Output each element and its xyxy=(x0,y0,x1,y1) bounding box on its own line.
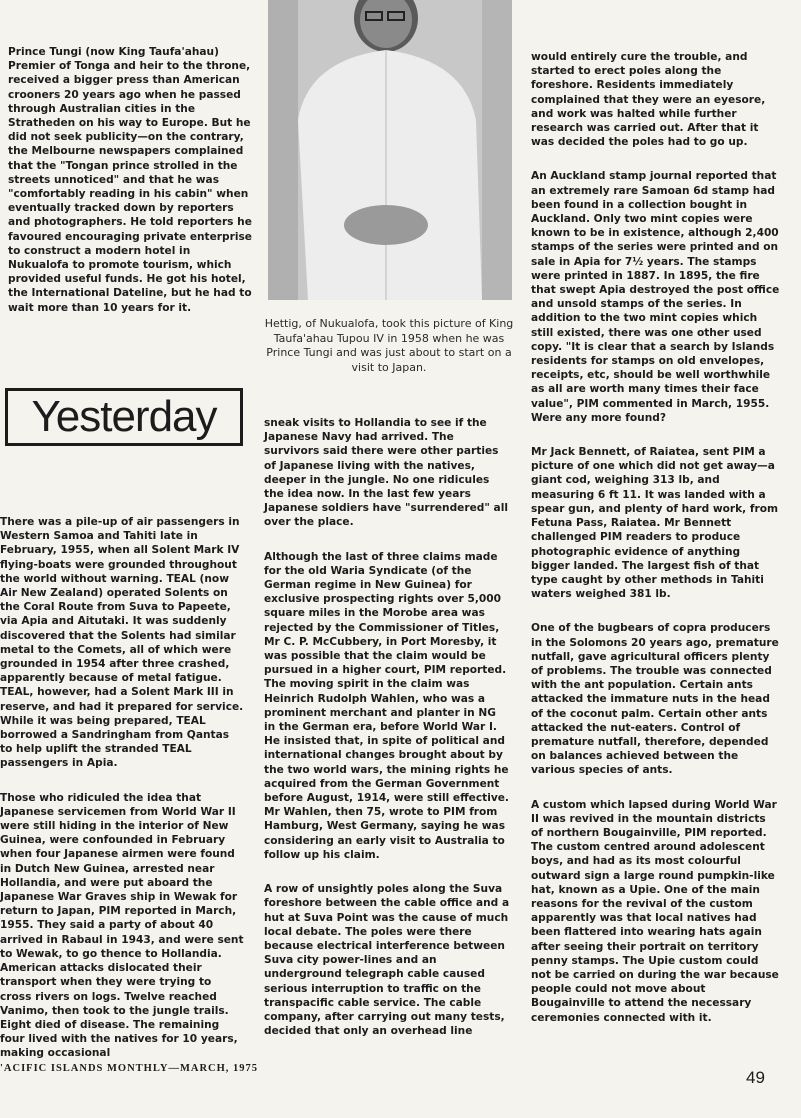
section-title-box xyxy=(5,388,243,446)
page-number: 49 xyxy=(746,1068,765,1087)
paragraph: Those who ridiculed the idea that Japanese servicemen from World War II were still hiding in the interior of New Guinea, were confounded in February when four Japanese airmen were found in Dutch New Guinea, arrested near Hollandia, and were put aboard the Japanese War Graves ship in Wewak for return to Japan, PIM reported in March, 1955. They said a party of about 40 arrived in Rabaul in 1943, and were sent to Wewak, to go thence to Hollandia. American attacks dislocated their transport when they were trying to cross rivers on logs. Twelve reached Vanimo, then took to the jungle trails. Eight died of disease. The remaining four lived with the natives for 10 years, making occasional xyxy=(0,791,244,1060)
portrait-image xyxy=(268,0,512,300)
photo-prince-tungi xyxy=(268,0,512,300)
paragraph: A custom which lapsed during World War II was revived in the mountain districts of northern Bougainville, PIM reported. The custom centred around adolescent boys, and had as its most colourful outward sign a large round pumpkin-like hat, known as a Upie. One of the main reasons for the revival of the custom apparently was that local natives had been flattered into wearing hats again after seeing their portrait on territory penny stamps. The Upie custom could not be carried on during the war because people could not move about Bougainville to attend the necessary ceremonies connected with it. xyxy=(531,798,779,1024)
photo-caption: Hettig, of Nukualofa, took this picture of King Taufa'ahau Tupou IV in 1958 when he was Prince Tungi and was just about to start on a visit to Japan. xyxy=(264,317,514,374)
right-column xyxy=(531,50,781,1045)
left-column xyxy=(0,515,244,1081)
page-footer: 'ACIFIC ISLANDS MONTHLY—MARCH, 1975 xyxy=(0,1063,259,1074)
middle-column xyxy=(264,416,510,1058)
paragraph: would entirely cure the trouble, and started to erect poles along the foreshore. Residents immediately complained that they were an eyesore, and work was halted while further research was carried out. After that it was decided the poles had to go up. xyxy=(531,51,766,149)
section-title: Yesterday xyxy=(31,392,217,441)
paragraph: Mr Jack Bennett, of Raiatea, sent PIM a picture of one which did not get away—a giant cod, weighing 313 lb, and measuring 6 ft 11. It was landed with a spear gun, and plenty of hard work, from Fetuna Pass, Raiatea. Mr Bennett challenged PIM readers to produce photographic evidence of anything bigger landed. The largest fish of that type caught by other methods in Tahiti waters weighed 381 lb. xyxy=(531,446,779,601)
paragraph: sneak visits to Hollandia to see if the Japanese Navy had arrived. The survivors said there were other parties of Japanese living with the natives, deeper in the jungle. No one ridicules the idea now. In the last few years Japanese soldiers have "surrendered" all over the place. xyxy=(264,417,508,529)
paragraph: Prince Tungi (now King Taufa'ahau) Premier of Tonga and heir to the throne, received a bigger press than American crooners 20 years ago when he passed through Australian cities in the Stratheden on his way to Europe. But he did not seek publicity—on the contrary, the Melbourne newspapers complained that the "Tongan prince strolled in the streets unnoticed" and that he was "comfortably reading in his cabin" when eventually tracked down by reporters and photographers. He told reporters he favoured encouraging private enterprise to construct a modern hotel in Nukualofa to promote tourism, which provided useful funds. He got his hotel, the International Dateline, but he had to wait more than 10 years for it. xyxy=(8,46,252,314)
article-prince-tungi xyxy=(8,45,252,335)
paragraph: One of the bugbears of copra producers in the Solomons 20 years ago, premature nutfall, gave agricultural officers plenty of problems. The trouble was connected with the ant population. Certain ants attacked the immature nuts in the head of the coconut palm. Certain other ants attacked the nut-eaters. Control of premature nutfall, therefore, depended on balances achieved between the various species of ants. xyxy=(531,622,779,777)
paragraph: Although the last of three claims made for the old Waria Syndicate (of the German regime in New Guinea) for exclusive prospecting rights over 5,000 square miles in the Morobe area was rejected by the Commissioner of Titles, Mr C. P. McCubbery, in Port Moresby, it was possible that the claim would be pursued in a higher court, PIM reported. The moving spirit in the claim was Heinrich Rudolph Wahlen, who was a prominent merchant and planter in NG in the German era, before World War I. He insisted that, in spite of political and international changes brought about by the two world wars, the mining rights he acquired from the German Government before August, 1914, were still effective. Mr Wahlen, then 75, wrote to PIM from Hamburg, West Germany, saying he was considering an early visit to Australia to follow up his claim. xyxy=(264,550,509,861)
paragraph: A row of unsightly poles along the Suva foreshore between the cable office and a hut at Suva Point was the cause of much local debate. The poles were there because electrical interference between Suva city power-lines and an underground telegraph cable caused serious interruption to traffic on the transpacific cable service. The cable company, after carrying out many tests, decided that only an overhead line xyxy=(264,883,510,1038)
paragraph: An Auckland stamp journal reported that an extremely rare Samoan 6d stamp had been found in a collection bought in Auckland. Only two mint copies were known to be in existence, although 2,400 stamps of the series were printed and on sale in Apia for 7½ years. The stamps were printed in 1887. In 1895, the fire that swept Apia destroyed the post office and unsold stamps of the series. In addition to the two mint copies which still existed, there was one other used copy. "It is clear that a search by Islands residents for stamps on old envelopes, receipts, etc, should be well worthwhile as all are worth many times their face value", PIM commented in March, 1955. Were any more found? xyxy=(531,170,780,424)
paragraph: There was a pile-up of air passengers in Western Samoa and Tahiti late in February, 1955, when all Solent Mark IV flying-boats were grounded throughout the world without warning. TEAL (now Air New Zealand) operated Solents on the Coral Route from Suva to Papeete, via Apia and Aitutaki. It was suddenly discovered that the Solents had similar metal to the Comets, all of which were grounded in 1954 after three crashed, apparently because of metal fatigue. TEAL, however, had a Solent Mark III in reserve, and had it prepared for service. While it was being prepared, TEAL borrowed a Sandringham from Qantas to help uplift the stranded TEAL passengers in Apia. xyxy=(0,516,244,770)
